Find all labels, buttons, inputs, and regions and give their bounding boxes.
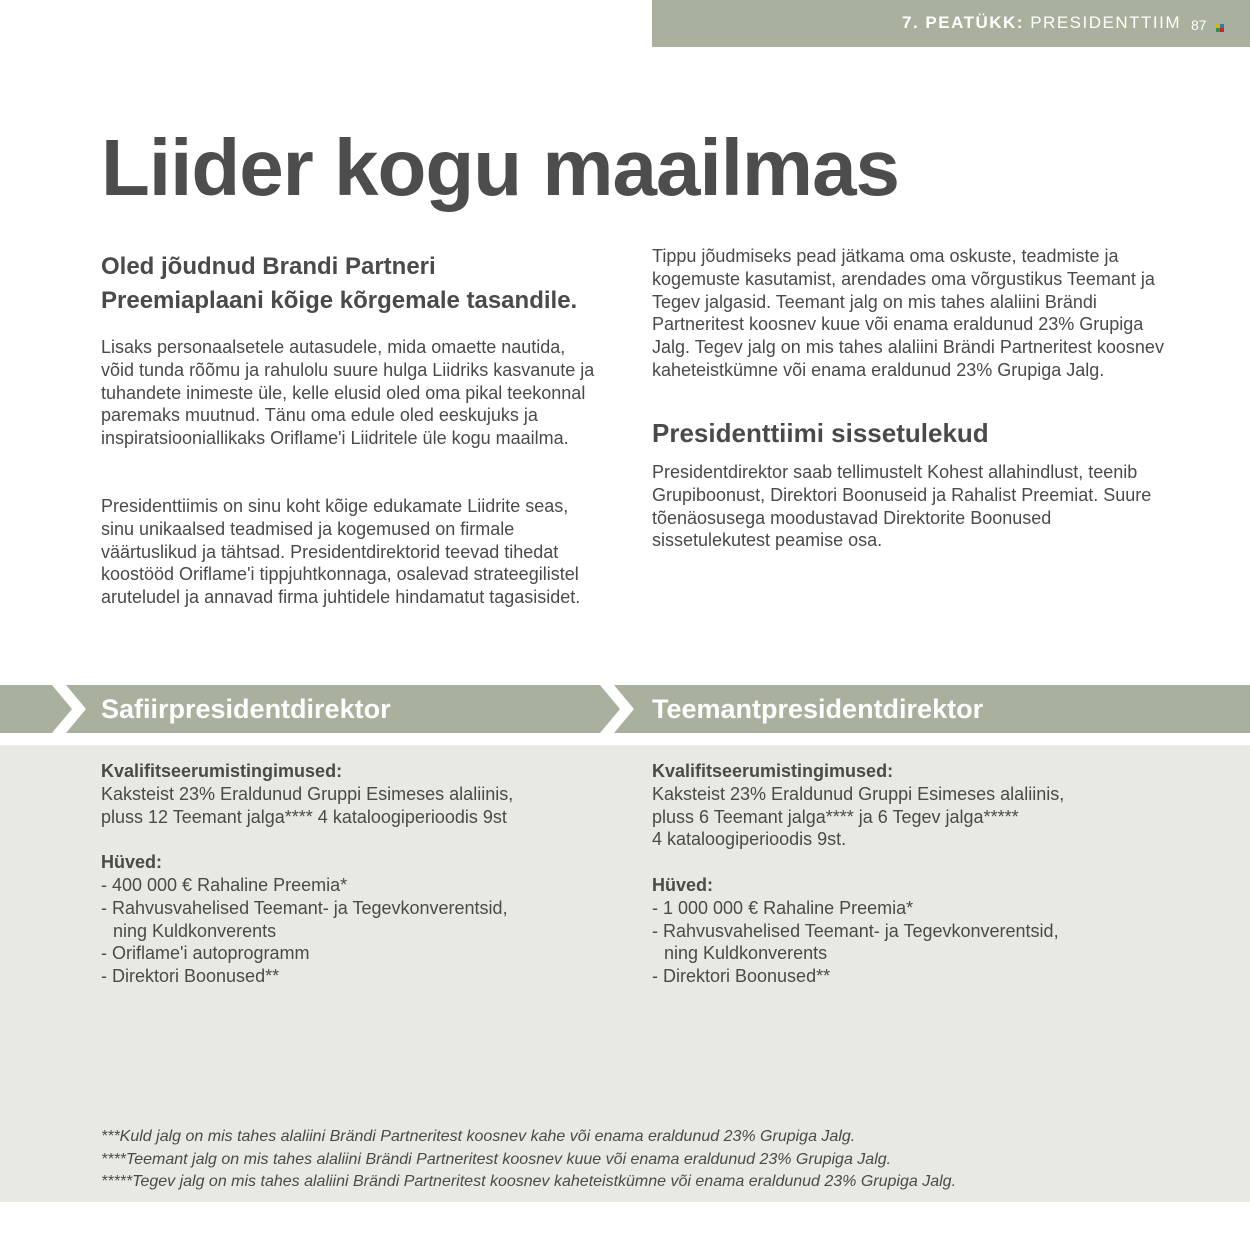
benefit-item: - Direktori Boonused** — [101, 966, 280, 987]
intro-paragraph-1: Lisaks personaalsetele autasudele, mida omaette nautida, võid tunda rõõmu ja rahulolu suure hulga Liidriks kasvanute ja tuhandete inimeste üle, kelle elusid oled oma pikal teekonnal paremaks muutnud. Tänu oma edule oled eeskujuks ja inspiratsiooniallikaks Oriflame'i Liidritele üle kogu maailma. — [101, 337, 595, 449]
qualification-label: Kvalifitseerumistingimused: — [652, 761, 894, 781]
income-paragraph: Presidentdirektor saab tellimustelt Kohest allahindlust, teenib Grupiboonust, Direktori Boonuseid ja Rahalist Preemiat. Suure tõenäosusega moodustavad Direktorite Boonused sissetulekutest peamise osa. — [652, 462, 1152, 551]
benefit-item: - 1 000 000 € Rahaline Preemia* — [652, 897, 914, 918]
lead-heading: Oled jõudnud Brandi Partneri Preemiaplaani kõige kõrgemale tasandile. — [101, 253, 578, 314]
chapter-name: PRESIDENTTIIM — [1030, 13, 1182, 32]
qualification-line: pluss 6 Teemant jalga**** ja 6 Tegev jalga***** — [652, 806, 1019, 827]
qualification-line: Kaksteist 23% Eraldunud Gruppi Esimeses alaliinis, — [101, 783, 514, 804]
benefits-label: Hüved: — [101, 852, 163, 873]
benefit-item: - 400 000 € Rahaline Preemia* — [101, 874, 348, 895]
footnotes — [101, 1126, 956, 1194]
levels-panel — [0, 745, 1250, 1202]
benefit-item: - Oriflame'i autoprogramm — [101, 943, 310, 964]
benefit-item: ning Kuldkonverents — [664, 943, 828, 964]
sapphire-level-details — [101, 760, 621, 988]
page-number: 87 — [1191, 17, 1207, 33]
income-heading: Presidenttiimi sissetulekud — [652, 418, 989, 448]
print-color-mark-icon — [1216, 24, 1226, 34]
level-title-diamond: Teemantpresidentdirektor — [652, 694, 984, 724]
page-title: Liider kogu maailmas — [101, 123, 900, 212]
diamond-level-details — [652, 760, 1172, 988]
intro-paragraph-2: Presidenttiimis on sinu koht kõige edukamate Liidrite seas, sinu unikaalsed teadmised ja kogemused on firmale väärtuslikud ja tähtsad. Presidentdirektorid teevad tihedat koostööd Oriflame'i tippjuhtkonnaga, osalevad strateegilistel aruteludel ja annavad firma juhtidele hindamatut tagasisidet. — [101, 496, 581, 608]
footnote-active-leg: *****Tegev jalg on mis tahes alaliini Brändi Partneritest koosnev kaheteistkümne või enama eraldunud 23% Grupiga Jalg. — [101, 1173, 957, 1190]
benefit-item: ning Kuldkonverents — [113, 920, 277, 941]
footnote-diamond-leg: ****Teemant jalg on mis tahes alaliini Brändi Partneritest koosnev kuue või enama eraldunud 23% Grupiga Jalg. — [101, 1150, 892, 1168]
qualification-line: Kaksteist 23% Eraldunud Gruppi Esimeses alaliinis, — [652, 783, 1065, 804]
benefit-item: - Rahvusvahelised Teemant- ja Tegevkonverentsid, — [652, 920, 1059, 941]
qualification-label: Kvalifitseerumistingimused: — [101, 761, 343, 781]
levels-band — [0, 685, 1250, 733]
qualification-line: pluss 12 Teemant jalga**** 4 kataloogiperioodis 9st — [101, 806, 507, 827]
benefits-label: Hüved: — [652, 874, 714, 895]
level-title-sapphire: Safiirpresidentdirektor — [101, 694, 391, 724]
qualification-line: 4 kataloogiperioodis 9st. — [652, 829, 847, 850]
legs-paragraph: Tippu jõudmiseks pead jätkama oma oskuste, teadmiste ja kogemuste kasutamist, arendades oma võrgustikus Teemant ja Tegev jalgasid. Teemant jalg on mis tahes alaliini Brändi Partneritest koosnev kuue või enama eraldunud 23% Grupiga Jalg. Tegev jalg on mis tahes alaliini Brändi Partneritest koosnev kaheteistkümne või enama eraldunud 23% Grupiga Jalg. — [652, 246, 1164, 380]
benefit-item: - Direktori Boonused** — [652, 966, 831, 987]
chapter-prefix: 7. PEATÜKK: — [902, 13, 1024, 32]
benefit-item: - Rahvusvahelised Teemant- ja Tegevkonverentsid, — [101, 897, 508, 918]
chapter-label — [902, 13, 1181, 33]
footnote-gold-leg: ***Kuld jalg on mis tahes alaliini Brändi Partneritest koosnev kahe või enama eraldunud 23% Grupiga Jalg. — [101, 1128, 856, 1145]
chapter-header-bar — [652, 0, 1250, 47]
